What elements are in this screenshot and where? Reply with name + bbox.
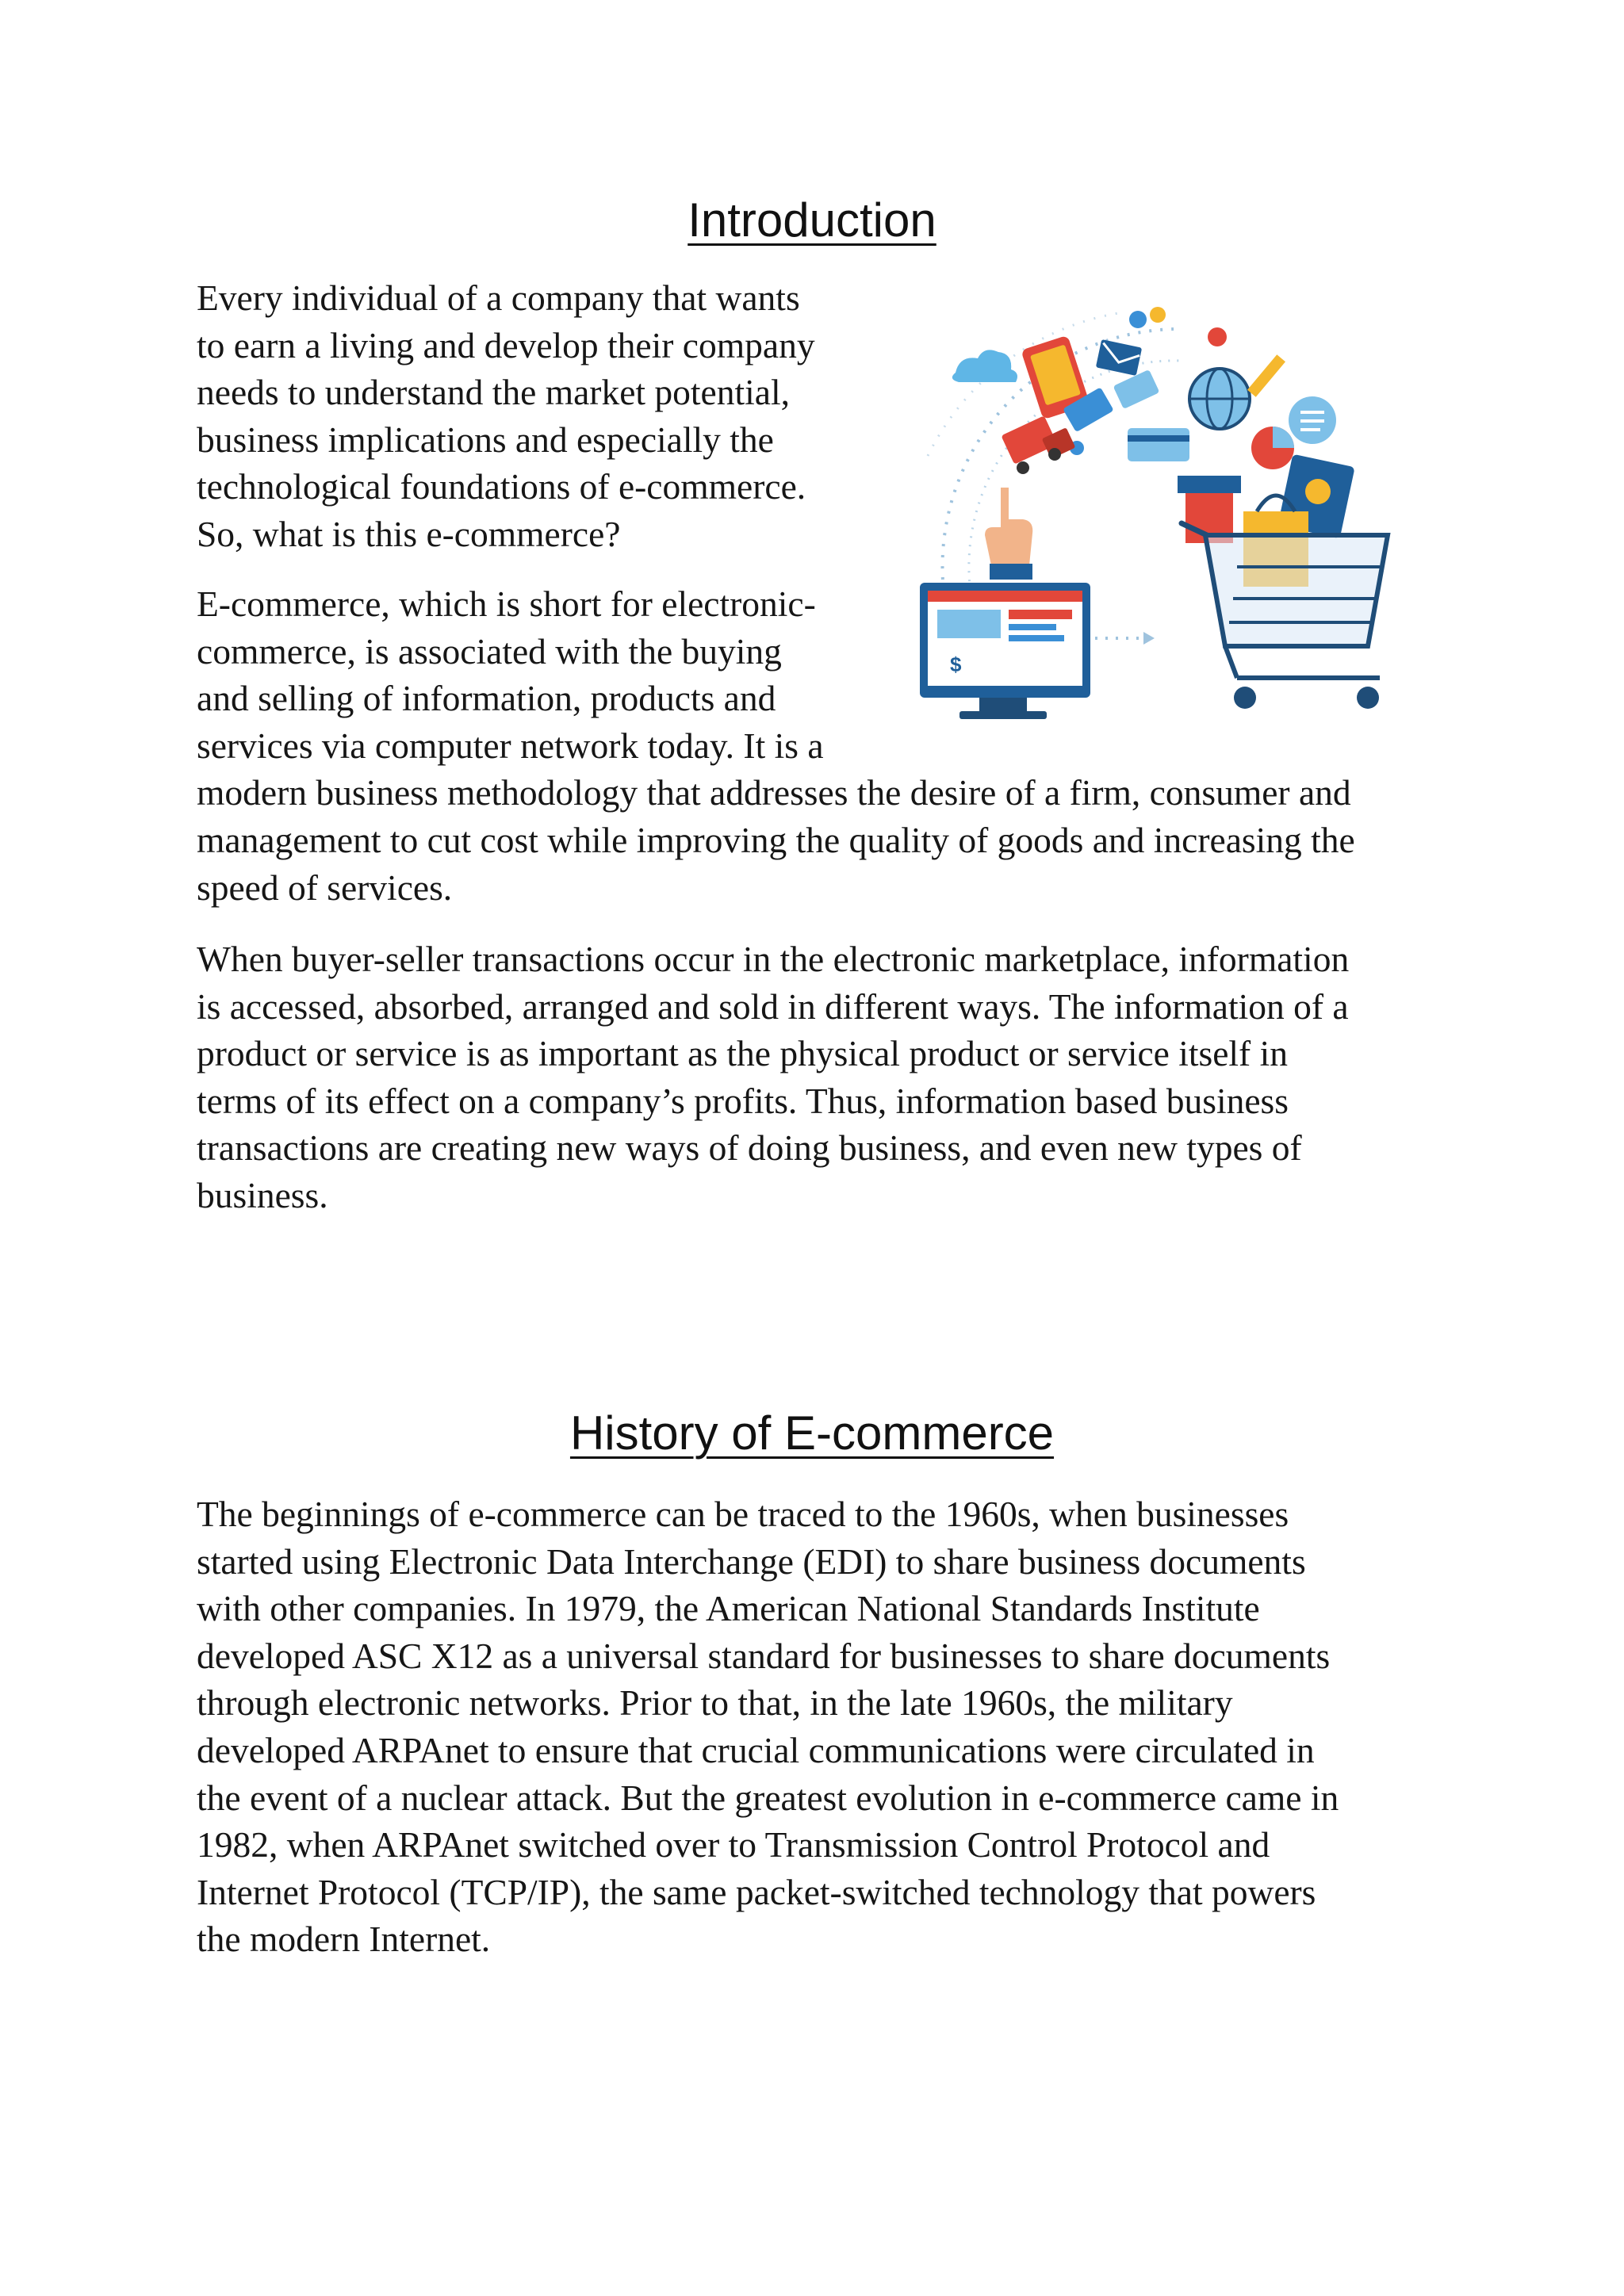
- gear-icon: [1129, 311, 1147, 328]
- text-line: developed ARPAnet to ensure that crucial communications were circulated in: [197, 1729, 1315, 1770]
- text-line: started using Electronic Data Interchange (EDI) to share business documents: [197, 1540, 1306, 1582]
- cloud-icon: [952, 350, 1017, 382]
- text-line: So, what is this e-commerce?: [197, 513, 621, 554]
- pointing-hand-icon: [985, 488, 1032, 565]
- text-line: with other companies. In 1979, the American National Standards Institute: [197, 1588, 1260, 1629]
- history-paragraph-1: [197, 1490, 1339, 1963]
- intro-paragraph-3: [197, 936, 1349, 1219]
- intro-heading: Introduction: [688, 193, 936, 247]
- text-line: the event of a nuclear attack. But the greatest evolution in e-commerce came in: [197, 1777, 1339, 1818]
- text-line: developed ASC X12 as a universal standard for businesses to share documents: [197, 1635, 1331, 1676]
- text-line: product or service is as important as the physical product or service itself in: [197, 1033, 1288, 1074]
- text-line: business implications and especially the: [197, 419, 774, 460]
- text-line: E-commerce, which is short for electronic-: [197, 584, 816, 624]
- text-line: the modern Internet.: [197, 1919, 491, 1960]
- arrow-head: [1143, 632, 1155, 645]
- text-line: When buyer-seller transactions occur in the electronic marketplace, information: [197, 939, 1350, 979]
- intro-paragraph-1: [197, 274, 815, 558]
- text-line: terms of its effect on a company’s profits. Thus, information based business: [197, 1080, 1289, 1121]
- text-line: Internet Protocol (TCP/IP), the same packet-switched technology that powers: [197, 1871, 1316, 1912]
- gear-icon: [1150, 307, 1166, 323]
- text-line: transactions are creating new ways of doing business, and even new types of: [197, 1127, 1302, 1169]
- text-line: modern business methodology that addresses the desire of a firm, consumer and: [197, 772, 1351, 813]
- text-line: 1982, when ARPAnet switched over to Transmission Control Protocol and: [197, 1824, 1270, 1866]
- gear-icon: [1208, 327, 1227, 346]
- text-line: through electronic networks. Prior to that, in the late 1960s, the military: [197, 1682, 1233, 1724]
- text-line: speed of services.: [197, 867, 453, 908]
- credit-card-icon: [1128, 428, 1189, 461]
- text-line: The beginnings of e-commerce can be traced to the 1960s, when businesses: [197, 1494, 1289, 1534]
- text-line: technological foundations of e-commerce.: [197, 466, 806, 507]
- text-line: is accessed, absorbed, arranged and sold in different ways. The information of a: [197, 985, 1349, 1027]
- text-line: and selling of information, products and: [197, 678, 776, 719]
- text-line: Every individual of a company that wants: [197, 277, 800, 318]
- shopping-cart-icon: [1205, 535, 1388, 646]
- pencil-icon: [1247, 354, 1285, 396]
- text-line: services via computer network today. It is a: [197, 725, 824, 766]
- tag-icon: [1113, 369, 1160, 409]
- text-line: management to cut cost while improving the quality of goods and increasing the: [197, 819, 1355, 860]
- history-heading: History of E-commerce: [569, 1406, 1055, 1460]
- price-symbol: $: [950, 652, 962, 676]
- text-line: business.: [197, 1174, 328, 1215]
- text-line: commerce, is associated with the buying: [197, 630, 782, 672]
- text-line: needs to understand the market potential,: [197, 372, 790, 413]
- ecommerce-illustration-icon: [912, 297, 1419, 729]
- text-line: to earn a living and develop their company: [197, 324, 815, 365]
